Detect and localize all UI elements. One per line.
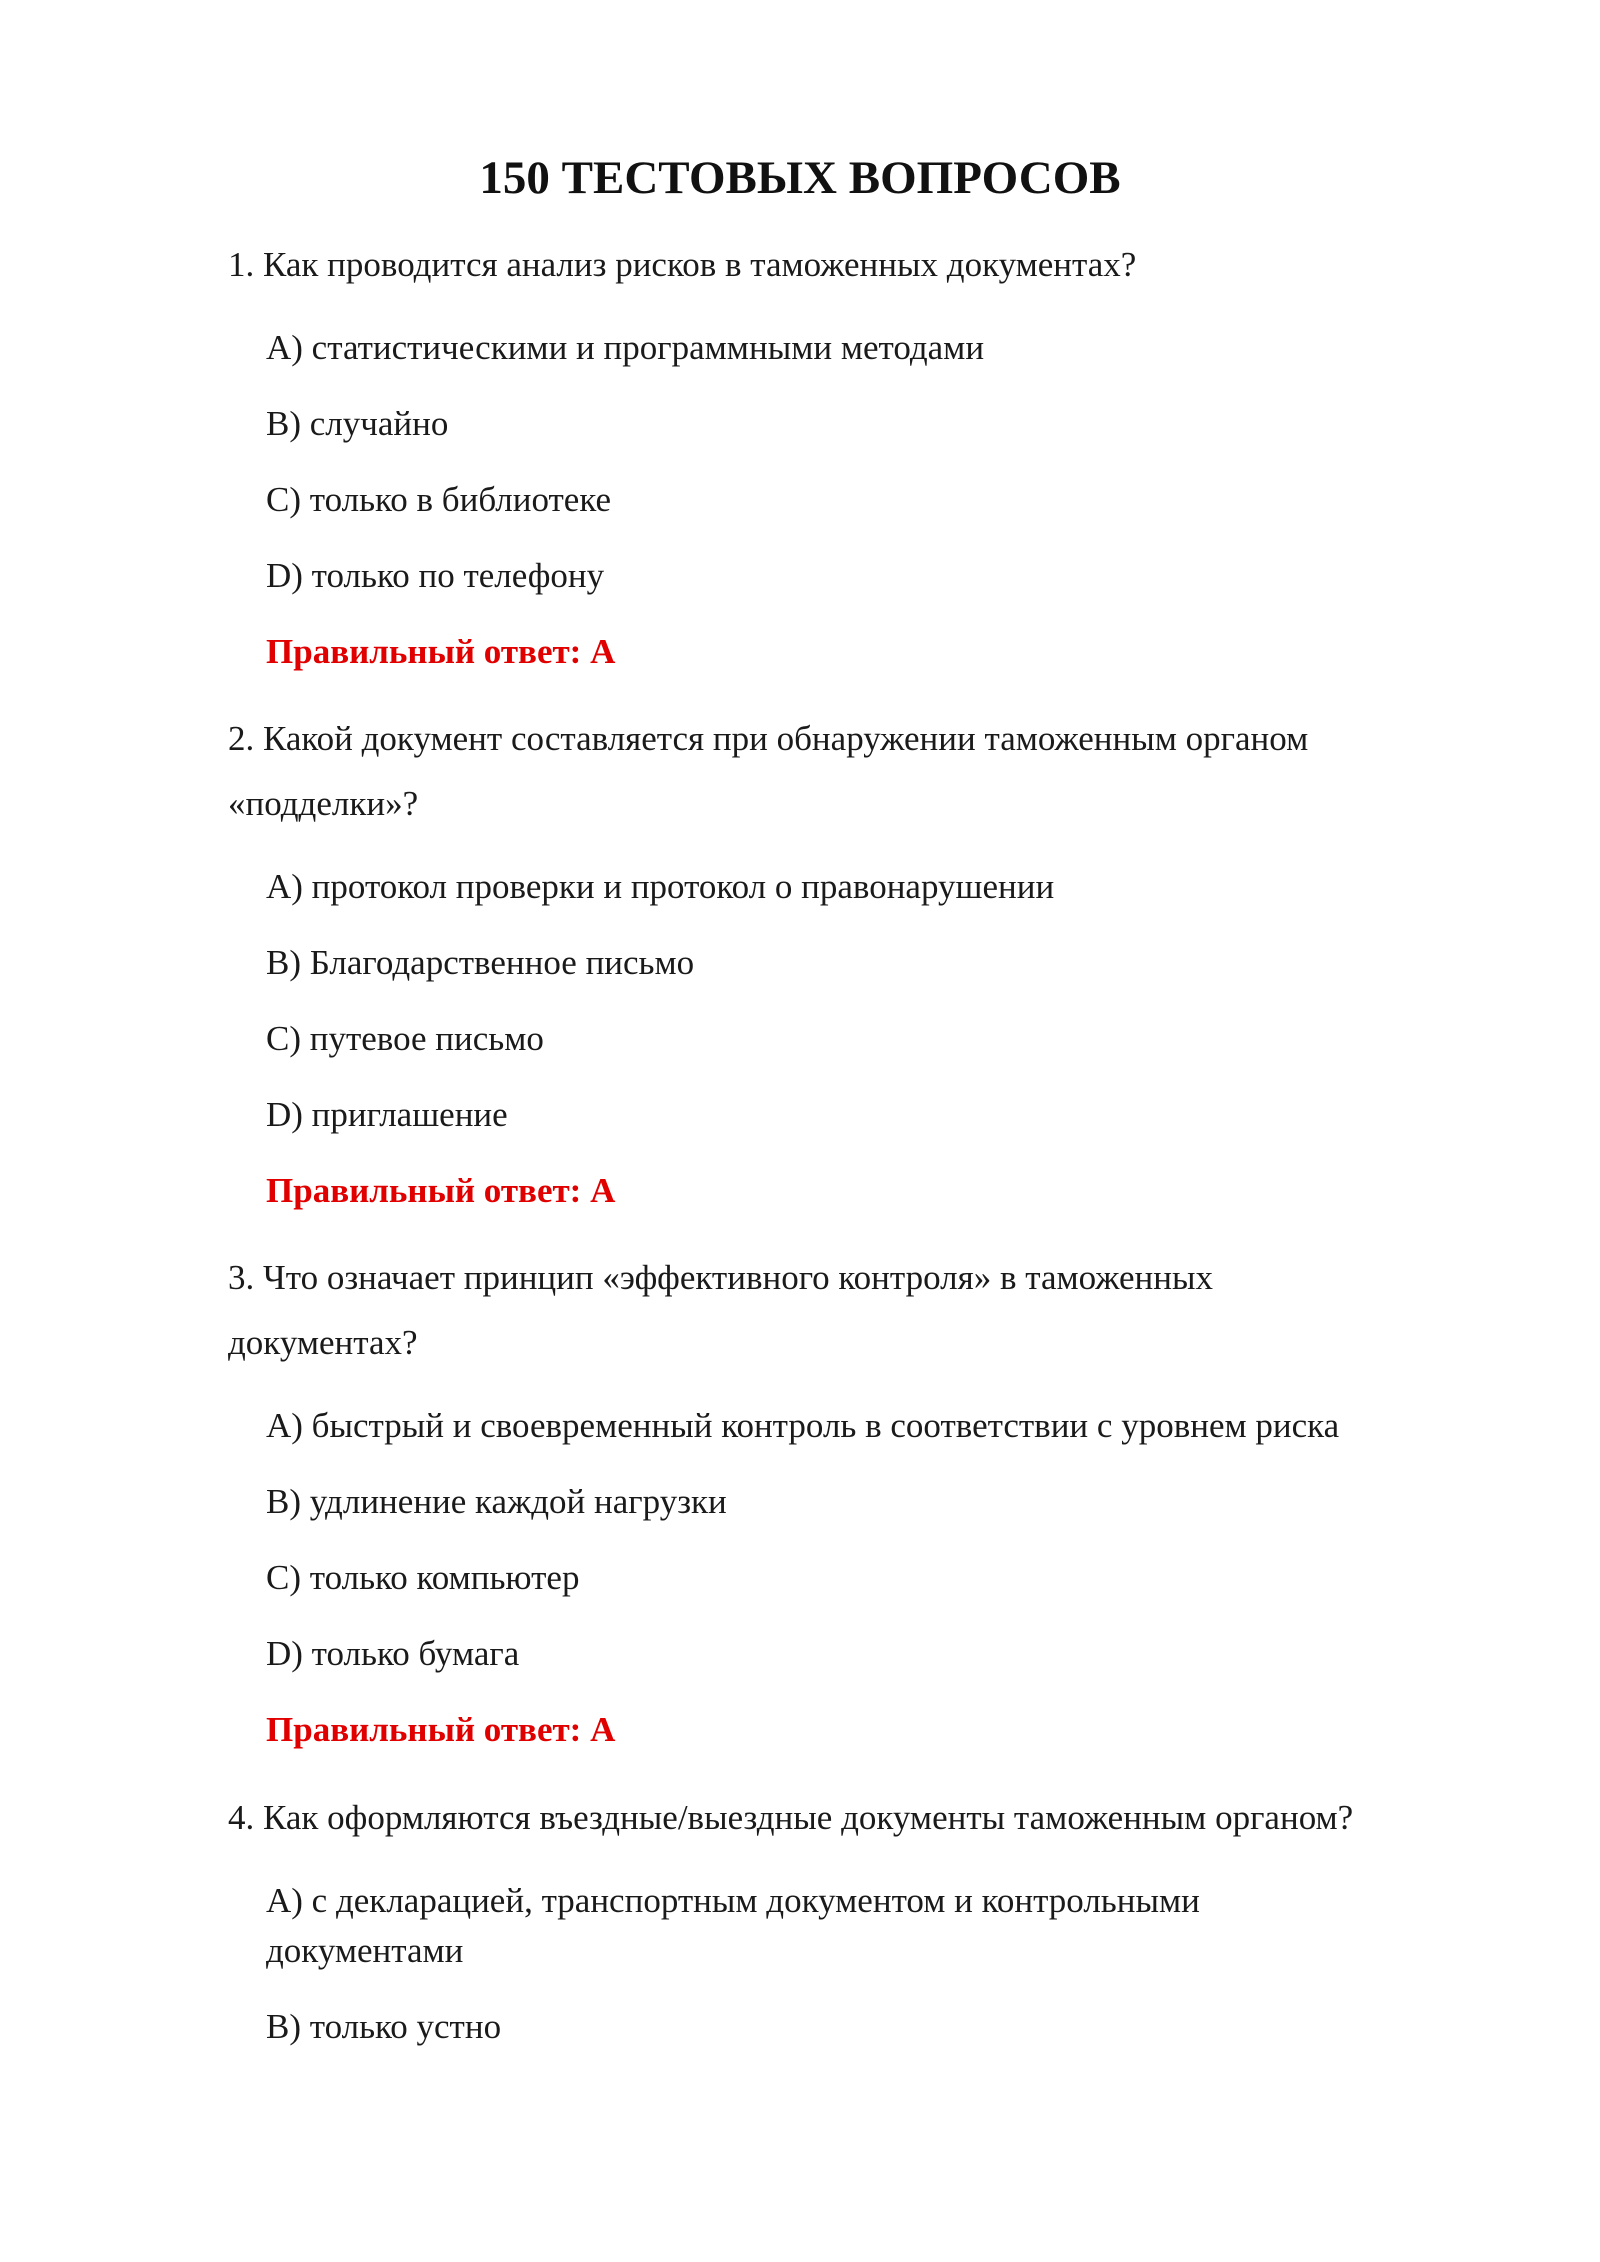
option-d: D) только бумага xyxy=(266,1634,520,1673)
option-c: C) только компьютер xyxy=(266,1558,580,1597)
option-a: A) с декларацией, транспортным документом и контрольными документами xyxy=(266,1881,1200,1970)
option-list xyxy=(228,1401,1458,1679)
option-c: C) только в библиотеке xyxy=(266,480,612,519)
question-text: 1. Как проводится анализ рисков в таможенных документах? xyxy=(228,245,1137,284)
option-b: B) случайно xyxy=(266,404,449,443)
option-a: A) протокол проверки и протокол о правонарушении xyxy=(266,867,1055,906)
question-block-3 xyxy=(228,1245,1458,1755)
option-b: B) удлинение каждой нагрузки xyxy=(266,1482,727,1521)
question-block-4 xyxy=(228,1785,1458,2078)
page-title: 150 ТЕСТОВЫХ ВОПРОСОВ xyxy=(479,152,1121,204)
option-d: D) приглашение xyxy=(266,1095,508,1134)
question-block-1 xyxy=(228,232,1458,677)
option-list xyxy=(228,1876,1458,2052)
option-c: C) путевое письмо xyxy=(266,1019,544,1058)
question-text: 2. Какой документ составляется при обнаружении таможенным органом «подделки»? xyxy=(228,719,1309,823)
question-text: 4. Как оформляются въездные/выездные документы таможенным органом? xyxy=(228,1798,1354,1837)
option-a: A) быстрый и своевременный контроль в соответствии с уровнем риска xyxy=(266,1406,1340,1445)
question-block-2 xyxy=(228,706,1458,1216)
option-d: D) только по телефону xyxy=(266,556,605,595)
option-b: B) только устно xyxy=(266,2007,502,2046)
question-text: 3. Что означает принцип «эффективного контроля» в таможенных документах? xyxy=(228,1258,1214,1362)
option-a: A) статистическими и программными методами xyxy=(266,328,985,367)
correct-answer: Правильный ответ: A xyxy=(266,1710,616,1749)
correct-answer: Правильный ответ: A xyxy=(266,632,616,671)
option-list xyxy=(228,323,1458,601)
option-list xyxy=(228,862,1458,1140)
correct-answer: Правильный ответ: A xyxy=(266,1171,616,1210)
option-b: B) Благодарственное письмо xyxy=(266,943,695,982)
